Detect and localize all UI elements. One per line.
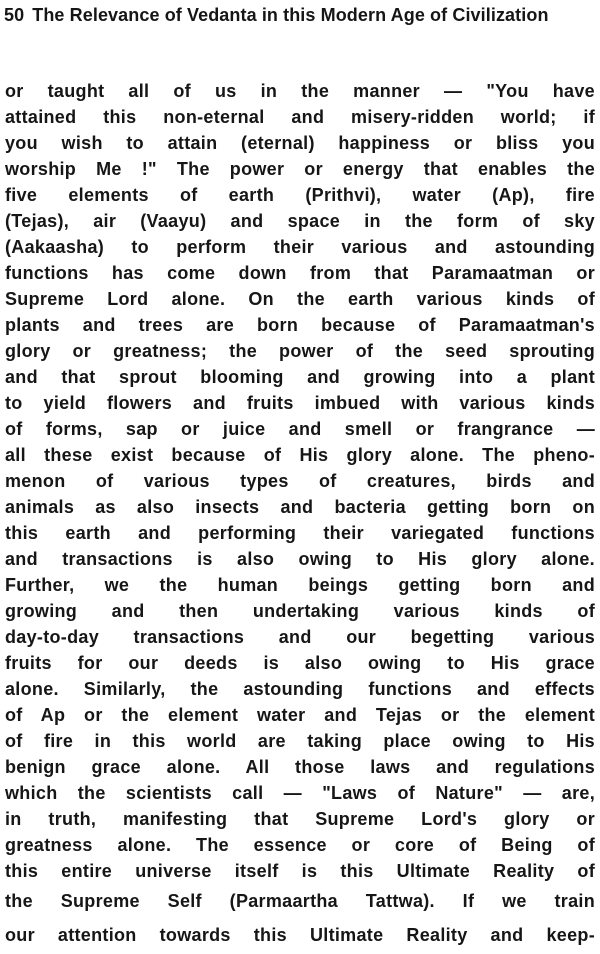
text-line: and transactions is also owing to His glory alone.: [5, 549, 595, 569]
text-line: functions has come down from that Paramaatman or: [5, 263, 595, 283]
text-line: menon of various types of creatures, birds and: [5, 471, 595, 491]
text-line: Supreme Lord alone. On the earth various kinds of: [5, 289, 595, 309]
text-line: (Aakaasha) to perform their various and astounding: [5, 237, 595, 257]
text-line: Further, we the human beings getting born and: [5, 575, 595, 595]
text-line: greatness alone. The essence or core of Being of: [5, 835, 595, 855]
text-line: this entire universe itself is this Ultimate Reality of: [5, 861, 595, 881]
text-line: growing and then undertaking various kinds of: [5, 601, 595, 621]
text-line: alone. Similarly, the astounding functions and effects: [5, 679, 595, 699]
text-line: worship Me !" The power or energy that enables the: [5, 159, 595, 179]
text-line: all these exist because of His glory alone. The pheno-: [5, 445, 595, 465]
text-line: the Supreme Self (Parmaartha Tattwa). If we train: [5, 891, 595, 911]
text-line: to yield flowers and fruits imbued with various kinds: [5, 393, 595, 413]
text-line: and that sprout blooming and growing into a plant: [5, 367, 595, 387]
text-line: which the scientists call — "Laws of Nature" — are,: [5, 783, 595, 803]
text-line: benign grace alone. All those laws and regulations: [5, 757, 595, 777]
text-line: fruits for our deeds is also owing to His grace: [5, 653, 595, 673]
text-line: or taught all of us in the manner — "You have: [5, 81, 595, 101]
text-line: day-to-day transactions and our begetting various: [5, 627, 595, 647]
text-line: our attention towards this Ultimate Reality and keep-: [5, 925, 595, 945]
text-line: this earth and performing their variegated functions: [5, 523, 595, 543]
text-line: five elements of earth (Prithvi), water (Ap), fire: [5, 185, 595, 205]
running-header: [4, 2, 598, 28]
text-line: animals as also insects and bacteria getting born on: [5, 497, 595, 517]
text-line: you wish to attain (eternal) happiness or bliss you: [5, 133, 595, 153]
page-number: 50: [4, 5, 25, 25]
text-line: in truth, manifesting that Supreme Lord's glory or: [5, 809, 595, 829]
body-text: [5, 78, 595, 948]
text-line: of forms, sap or juice and smell or frangrance —: [5, 419, 595, 439]
running-title: The Relevance of Vedanta in this Modern Age of Civilization: [32, 5, 549, 25]
text-line: plants and trees are born because of Paramaatman's: [5, 315, 595, 335]
text-line: of fire in this world are taking place owing to His: [5, 731, 595, 751]
text-line: glory or greatness; the power of the seed sprouting: [5, 341, 595, 361]
text-line: of Ap or the element water and Tejas or the element: [5, 705, 595, 725]
text-line: attained this non-eternal and misery-ridden world; if: [5, 107, 595, 127]
text-line: (Tejas), air (Vaayu) and space in the form of sky: [5, 211, 595, 231]
